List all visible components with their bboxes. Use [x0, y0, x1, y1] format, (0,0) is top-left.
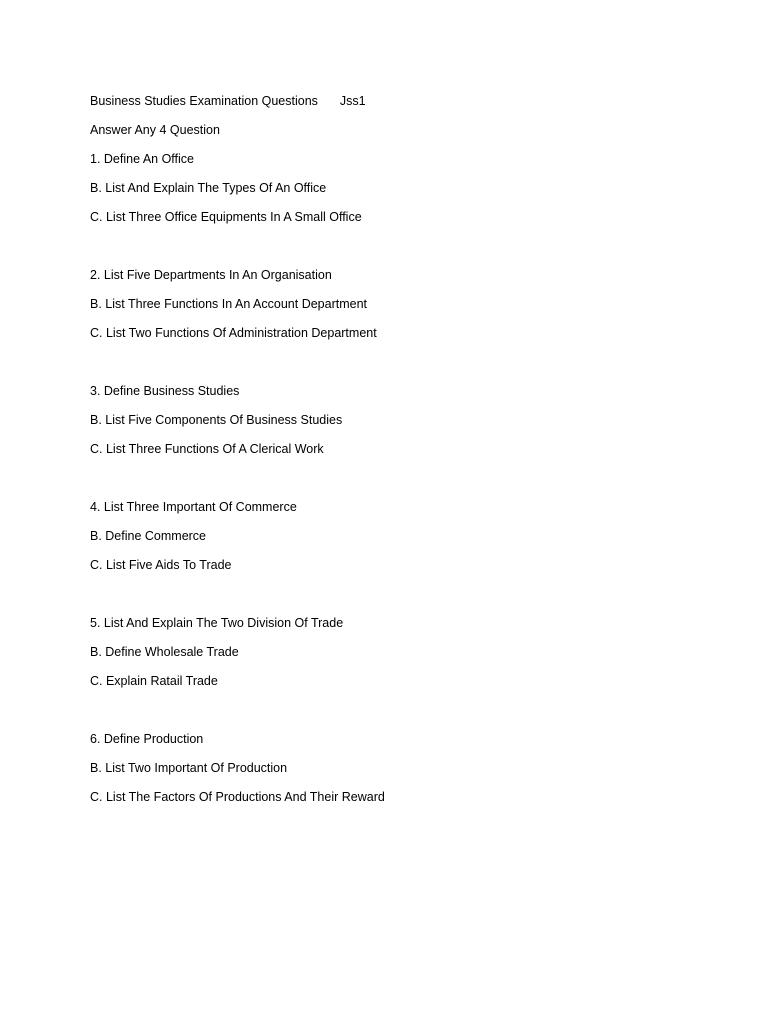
question-2-part-b: B. List Three Functions In An Account Department [90, 297, 368, 311]
question-3 [90, 383, 730, 458]
class-label: Jss1 [339, 94, 366, 108]
document-title: Business Studies Examination Questions [90, 94, 318, 108]
question-1 [90, 151, 730, 226]
question-2-main: 2. List Five Departments In An Organisation [90, 268, 332, 282]
question-4-part-b: B. Define Commerce [90, 529, 207, 543]
question-1-part-c: C. List Three Office Equipments In A Small Office [90, 210, 362, 224]
question-5-part-c: C. Explain Ratail Trade [90, 674, 218, 688]
paragraph-gap [90, 238, 730, 267]
question-3-part-b: B. List Five Components Of Business Studies [90, 413, 343, 427]
document-body [90, 93, 730, 818]
question-4 [90, 499, 730, 574]
paragraph-gap [90, 702, 730, 731]
paragraph-gap [90, 354, 730, 383]
question-6 [90, 731, 730, 806]
question-6-main: 6. Define Production [90, 732, 204, 746]
question-4-part-c: C. List Five Aids To Trade [90, 558, 232, 572]
question-5 [90, 615, 730, 690]
document-header [90, 93, 730, 110]
question-3-main: 3. Define Business Studies [90, 384, 240, 398]
question-5-main: 5. List And Explain The Two Division Of Trade [90, 616, 344, 630]
paragraph-gap [90, 470, 730, 499]
question-2-part-c: C. List Two Functions Of Administration Department [90, 326, 377, 340]
question-3-part-c: C. List Three Functions Of A Clerical Work [90, 442, 324, 456]
question-6-part-c: C. List The Factors Of Productions And Their Reward [90, 790, 385, 804]
instruction-text: Answer Any 4 Question [90, 123, 220, 137]
question-6-part-b: B. List Two Important Of Production [90, 761, 288, 775]
paragraph-gap [90, 586, 730, 615]
question-2 [90, 267, 730, 342]
question-5-part-b: B. Define Wholesale Trade [90, 645, 239, 659]
question-1-main: 1. Define An Office [90, 152, 194, 166]
question-4-main: 4. List Three Important Of Commerce [90, 500, 297, 514]
question-1-part-b: B. List And Explain The Types Of An Office [90, 181, 327, 195]
